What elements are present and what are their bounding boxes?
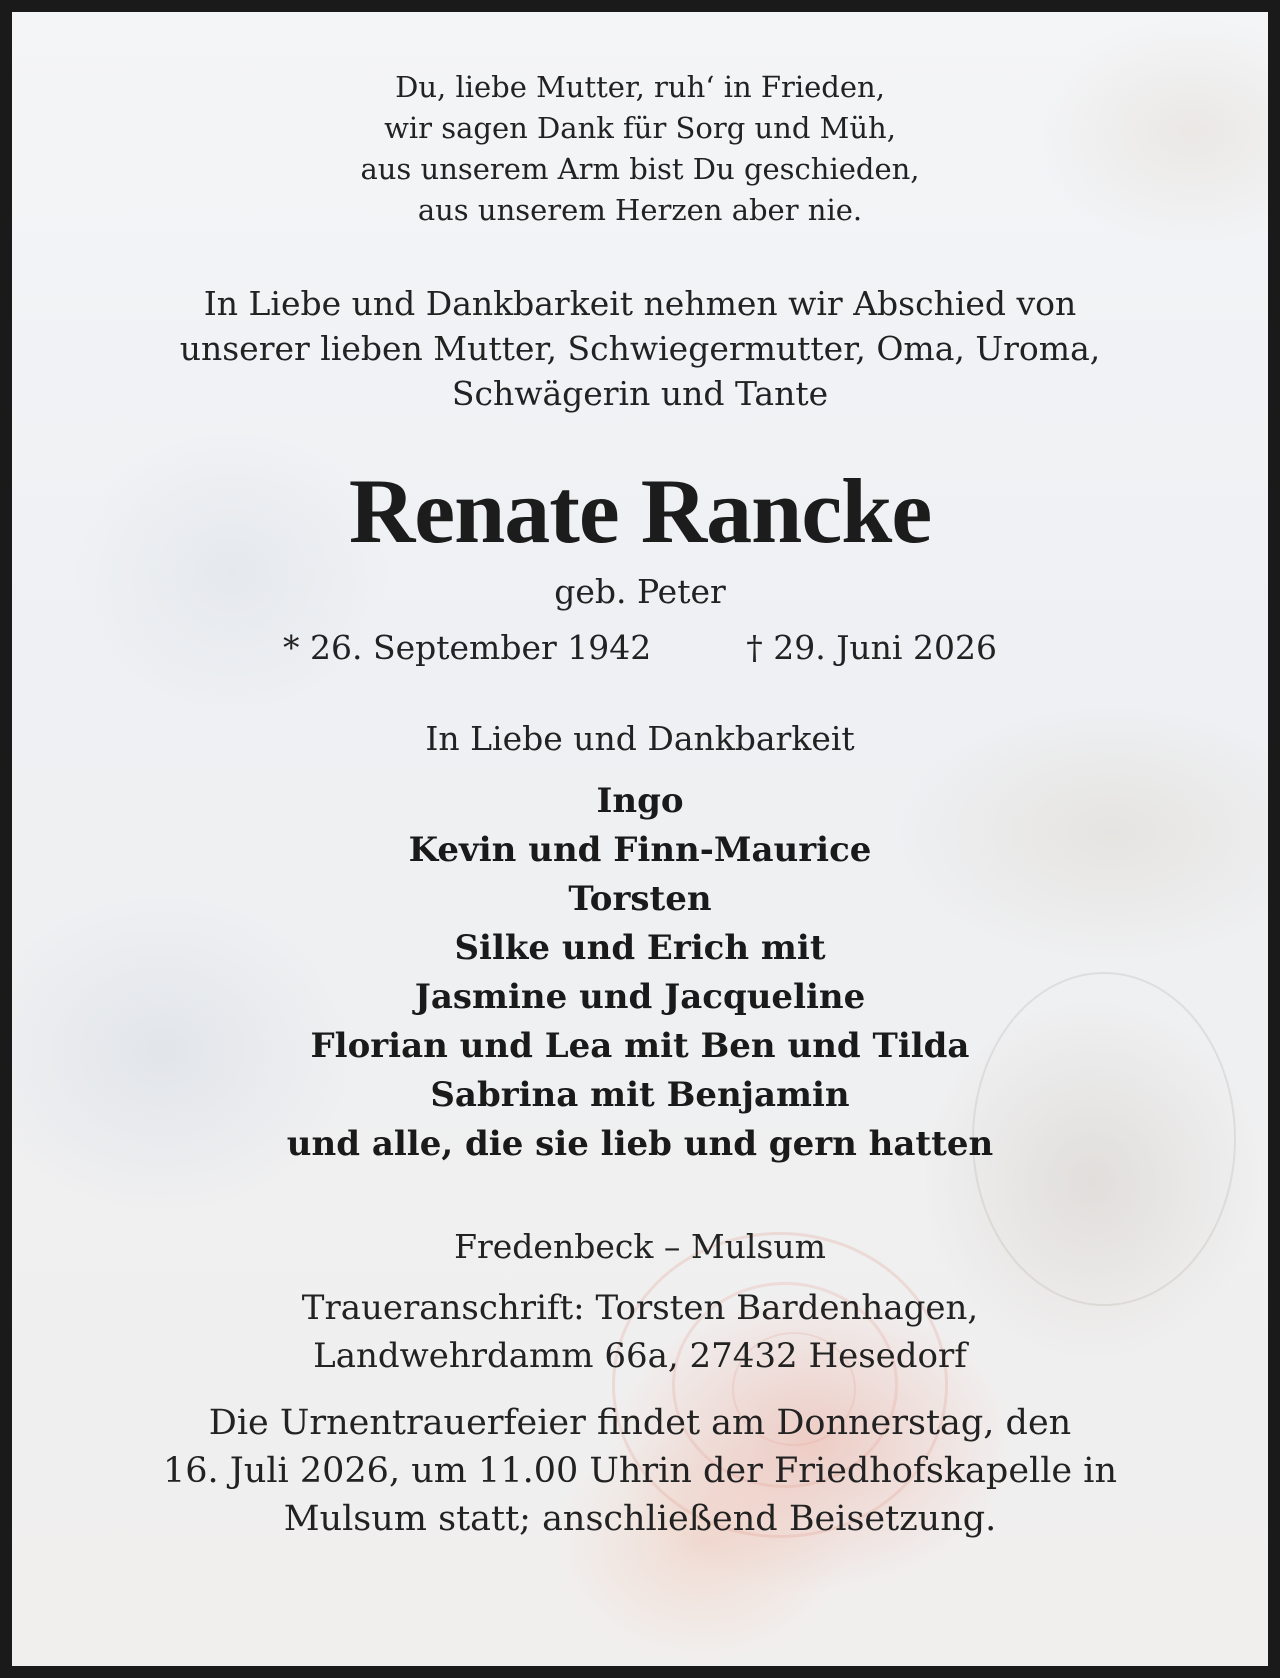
intro-line: Schwägerin und Tante — [451, 374, 829, 413]
intro-text — [12, 281, 1268, 416]
poem-line: wir sagen Dank für Sorg und Müh, — [384, 111, 896, 145]
address-line: Landwehrdamm 66a, 27432 Hesedorf — [313, 1336, 967, 1376]
death-date: † 29. Juni 2026 — [746, 628, 997, 667]
mourner-line: Ingo — [596, 781, 684, 821]
birth-date: * 26. September 1942 — [283, 628, 652, 667]
mourner-line: Florian und Lea mit Ben und Tilda — [310, 1026, 970, 1066]
mourner-line: Kevin und Finn-Maurice — [408, 830, 872, 870]
mourner-line: und alle, die sie lieb und gern hatten — [286, 1124, 994, 1164]
mourner-line: Jasmine und Jacqueline — [414, 977, 866, 1017]
mourner-line: Silke und Erich mit — [454, 928, 826, 968]
ceremony-line: Die Urnentrauerfeier findet am Donnerstag, den — [208, 1403, 1072, 1443]
poem-line: Du, liebe Mutter, ruh‘ in Frieden, — [395, 70, 885, 104]
place-line: Fredenbeck – Mulsum — [454, 1227, 826, 1266]
life-dates — [12, 626, 1268, 670]
ceremony-info — [12, 1399, 1268, 1543]
address-line: Traueranschrift: Torsten Bardenhagen, — [301, 1288, 979, 1328]
closing-text: In Liebe und Dankbarkeit — [425, 719, 855, 758]
deceased-name: Renate Rancke — [348, 460, 932, 562]
ceremony-line: 16. Juli 2026, um 11.00 Uhrin der Friedhofskapelle in — [163, 1451, 1117, 1491]
intro-line: In Liebe und Dankbarkeit nehmen wir Abschied von — [203, 284, 1077, 323]
poem-line: aus unserem Arm bist Du geschieden, — [360, 152, 920, 186]
notice-content — [12, 12, 1268, 1543]
mourner-line: Sabrina mit Benjamin — [430, 1075, 850, 1115]
mourning-address — [12, 1284, 1268, 1380]
ceremony-line: Mulsum statt; anschließend Beisetzung. — [283, 1499, 997, 1539]
intro-line: unserer lieben Mutter, Schwiegermutter, Oma, Uroma, — [179, 329, 1101, 368]
poem-line: aus unserem Herzen aber nie. — [417, 193, 863, 227]
mourner-line: Torsten — [568, 879, 712, 919]
poem — [12, 67, 1268, 231]
mourners-list — [12, 777, 1268, 1169]
birth-name: geb. Peter — [554, 572, 726, 611]
